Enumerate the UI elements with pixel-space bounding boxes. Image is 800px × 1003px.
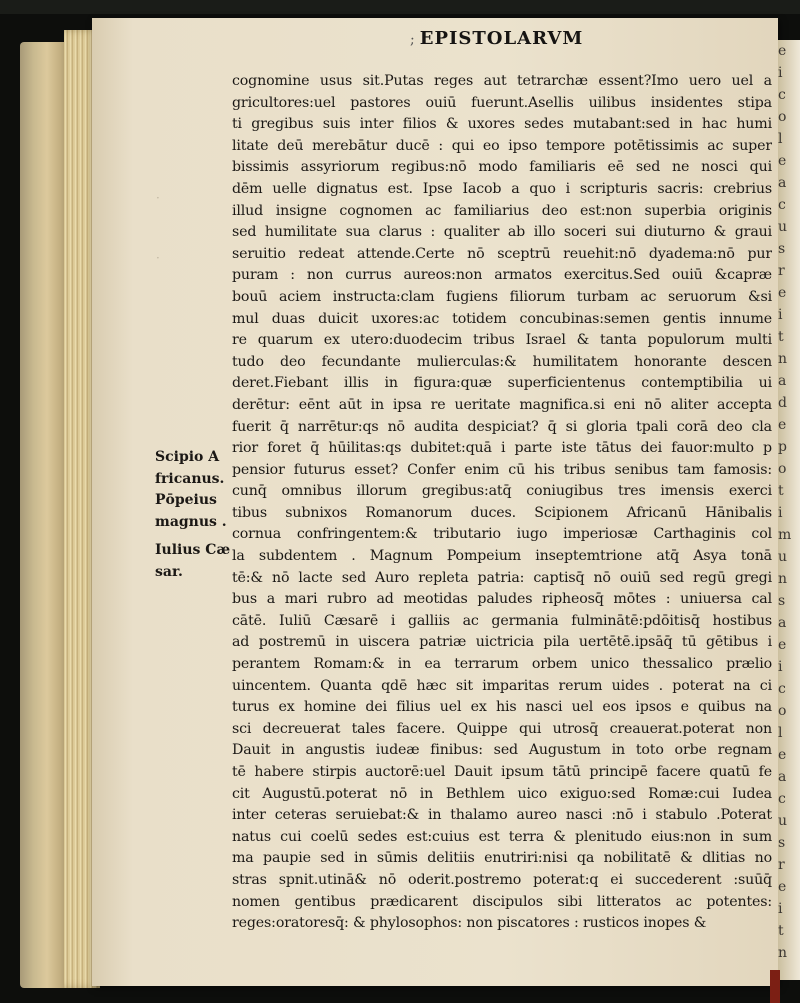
- text-line: sed humilitate sua clarus : qualiter ab illo soceri sui diuturno & graui: [232, 224, 772, 241]
- marginal-note-line: Pōpeius: [155, 492, 217, 508]
- text-line: tudo deo fecundante mulierculas:& humilitatem honorante descen: [232, 353, 772, 370]
- text-line: sci decreuerat tales facere. Quippe qui utrosq̄ creauerat.poterat non: [232, 720, 772, 737]
- text-line: mul duas duicit uxores:ac totidem concubinas:semen gentis innume: [232, 310, 772, 327]
- bookmark-ribbon: [770, 970, 780, 1003]
- text-line: deret.Fiebant illis in figura:quæ superficientenus contemptibilia ui: [232, 375, 772, 392]
- text-line: la subdentem . Magnum Pompeium inseptemtrione atq̄ Asya tonā: [232, 548, 772, 565]
- text-line: cognomine usus sit.Putas reges aut tetrarchæ essent?Imo uero uel a: [232, 73, 772, 89]
- text-line: stras spnit.utinā& nō oderit.postremo poterat:q ei succederent :suūq̄: [232, 871, 772, 888]
- text-line: tibus subnixos Romanorum duces. Scipionem Africanū Hānibalis: [232, 504, 772, 521]
- text-line: perantem Romam:& in ea terrarum orbem unico thessalico prælio: [232, 656, 772, 673]
- text-line: bissimis assyriorum regibus:nō modo familiaris eē sed ne nosci qui: [232, 159, 772, 176]
- text-line: rior foret q̄ hūilitas:qs dubitet:quā i parte iste tātus dei fauor:multo p: [232, 440, 772, 457]
- text-line: illud insigne cognomen ac familiarius deo est:non superbia originis: [232, 202, 772, 219]
- text-line: tē:& nō lacte sed Auro repleta patria: captisq̄ nō ouiū sed regū gregi: [232, 569, 772, 586]
- text-line: re quarum ex utero:duodecim tribus Israel & tanta populorum multi: [232, 332, 772, 349]
- text-line: turus ex homine dei filius uel ex his nasci uel eos ipsos e quibus na: [232, 699, 772, 716]
- text-line: reges:oratoresq̄: & phylosophos: non piscatores : rusticos inopes &: [232, 915, 707, 932]
- marginal-note-line: fricanus.: [155, 470, 225, 487]
- text-line: cornua confringentem:& tributario iugo imperiosæ Carthaginis col: [232, 526, 772, 543]
- text-line: gricultores:uel pastores ouiū fuerunt.Asellis uilibus insidentes stipa: [232, 94, 772, 111]
- page-mark: ;: [410, 32, 416, 48]
- running-header: [410, 28, 583, 49]
- book-page: [92, 18, 778, 986]
- main-text-block: [232, 71, 772, 935]
- show-through-mark: ·: [156, 191, 160, 205]
- facing-page-edge: e i c o l e a c u s r e i t n a d e p o t i m u n s a e i c o l e a c u s r e i t n: [778, 40, 800, 980]
- marginal-note-scipio: [155, 447, 239, 490]
- text-line: natus cui coelū sedes est:cuius est terra & plenitudo eius:non in sum: [232, 828, 772, 845]
- text-line: tē habere stirpis auctorē:uel Dauit ipsum tātū principē facere quatū fe: [232, 764, 772, 780]
- text-line: bus a mari rubro ad meotidas paludes ripheosq̄ mōtes : uniuersa cal: [232, 591, 772, 608]
- text-line: Dauit in angustis iudeæ finibus: sed Augustum in toto orbe regnam: [232, 742, 772, 759]
- marginal-note-line: Iulius Cæ: [155, 542, 231, 558]
- text-line: cunq̄ omnibus illorum gregibus:atq̄ coniugibus tres imensis exerci: [232, 483, 772, 500]
- text-line: seruitio redeat attende.Certe nō sceptrū reuehit:nō dyadema:nō pur: [232, 245, 772, 262]
- text-line: puram : non currus aureos:non armatos exercitus.Sed ouiū &capræ: [232, 267, 772, 284]
- text-line: ma paupie sed in sūmis delitiis enutriri:nisi qa nobilitatē & dlitias no: [232, 850, 772, 867]
- text-line: inter ceteras seruiebat:& in thalamo aureo nasci :nō i stabulo .Poterat: [232, 807, 772, 824]
- text-line: fuerit q̄ narrētur:qs nō audita despiciat? q̄ si gloria tpali corā deo cla: [232, 418, 772, 435]
- text-line: litate deū merebātur ducē : qui eo ipso tempore potētissimis ac super: [232, 137, 772, 154]
- book-cover-edge: [0, 0, 800, 14]
- show-through-mark: ·: [156, 251, 160, 265]
- text-line: bouū aciem instructa:clam fugiens filiorum turbam ac seruorum &si: [232, 288, 772, 305]
- text-line: ti gregibus suis inter filios & uxores sedes mutabant:sed in hac humi: [232, 116, 772, 133]
- text-line: uincentem. Quanta qdē hæc sit imparitas rerum uides . poterat na ci: [232, 677, 772, 694]
- marginal-note-iulius: [155, 540, 239, 583]
- marginal-note-line: sar.: [155, 563, 183, 580]
- text-line: nomen gentibus prædicarent discipulos sibi litteratos ac potentes:: [232, 893, 772, 910]
- text-line: derētur: eēnt aūt in ipsa re ueritate magnifica.si eni nō aliter accepta: [232, 396, 772, 413]
- text-line: cit Augustū.poterat nō in Bethlem uico exiguo:sed Romæ:cui Iudea: [232, 785, 772, 802]
- text-line: dēm uelle dignatus est. Ipse Iacob a quo i scripturis sacris: crebrius: [232, 180, 772, 197]
- marginal-note-pompeius: [155, 490, 239, 533]
- text-line: ad postremū in uiscera patriæ uictricia pila uertētē.ipsāq̄ tū gētibus i: [232, 634, 772, 651]
- marginal-note-line: Scipio A: [155, 449, 220, 465]
- text-line: pensior futurus esset? Confer enim cū his tribus senibus tam famosis:: [232, 461, 772, 478]
- text-line: cātē. Iuliū Cæsarē i galliis ac germania fulminātē:pdōitisq̄ hostibus: [232, 612, 772, 629]
- marginal-note-line: magnus .: [155, 513, 227, 530]
- running-title: EPISTOLARVM: [419, 28, 584, 49]
